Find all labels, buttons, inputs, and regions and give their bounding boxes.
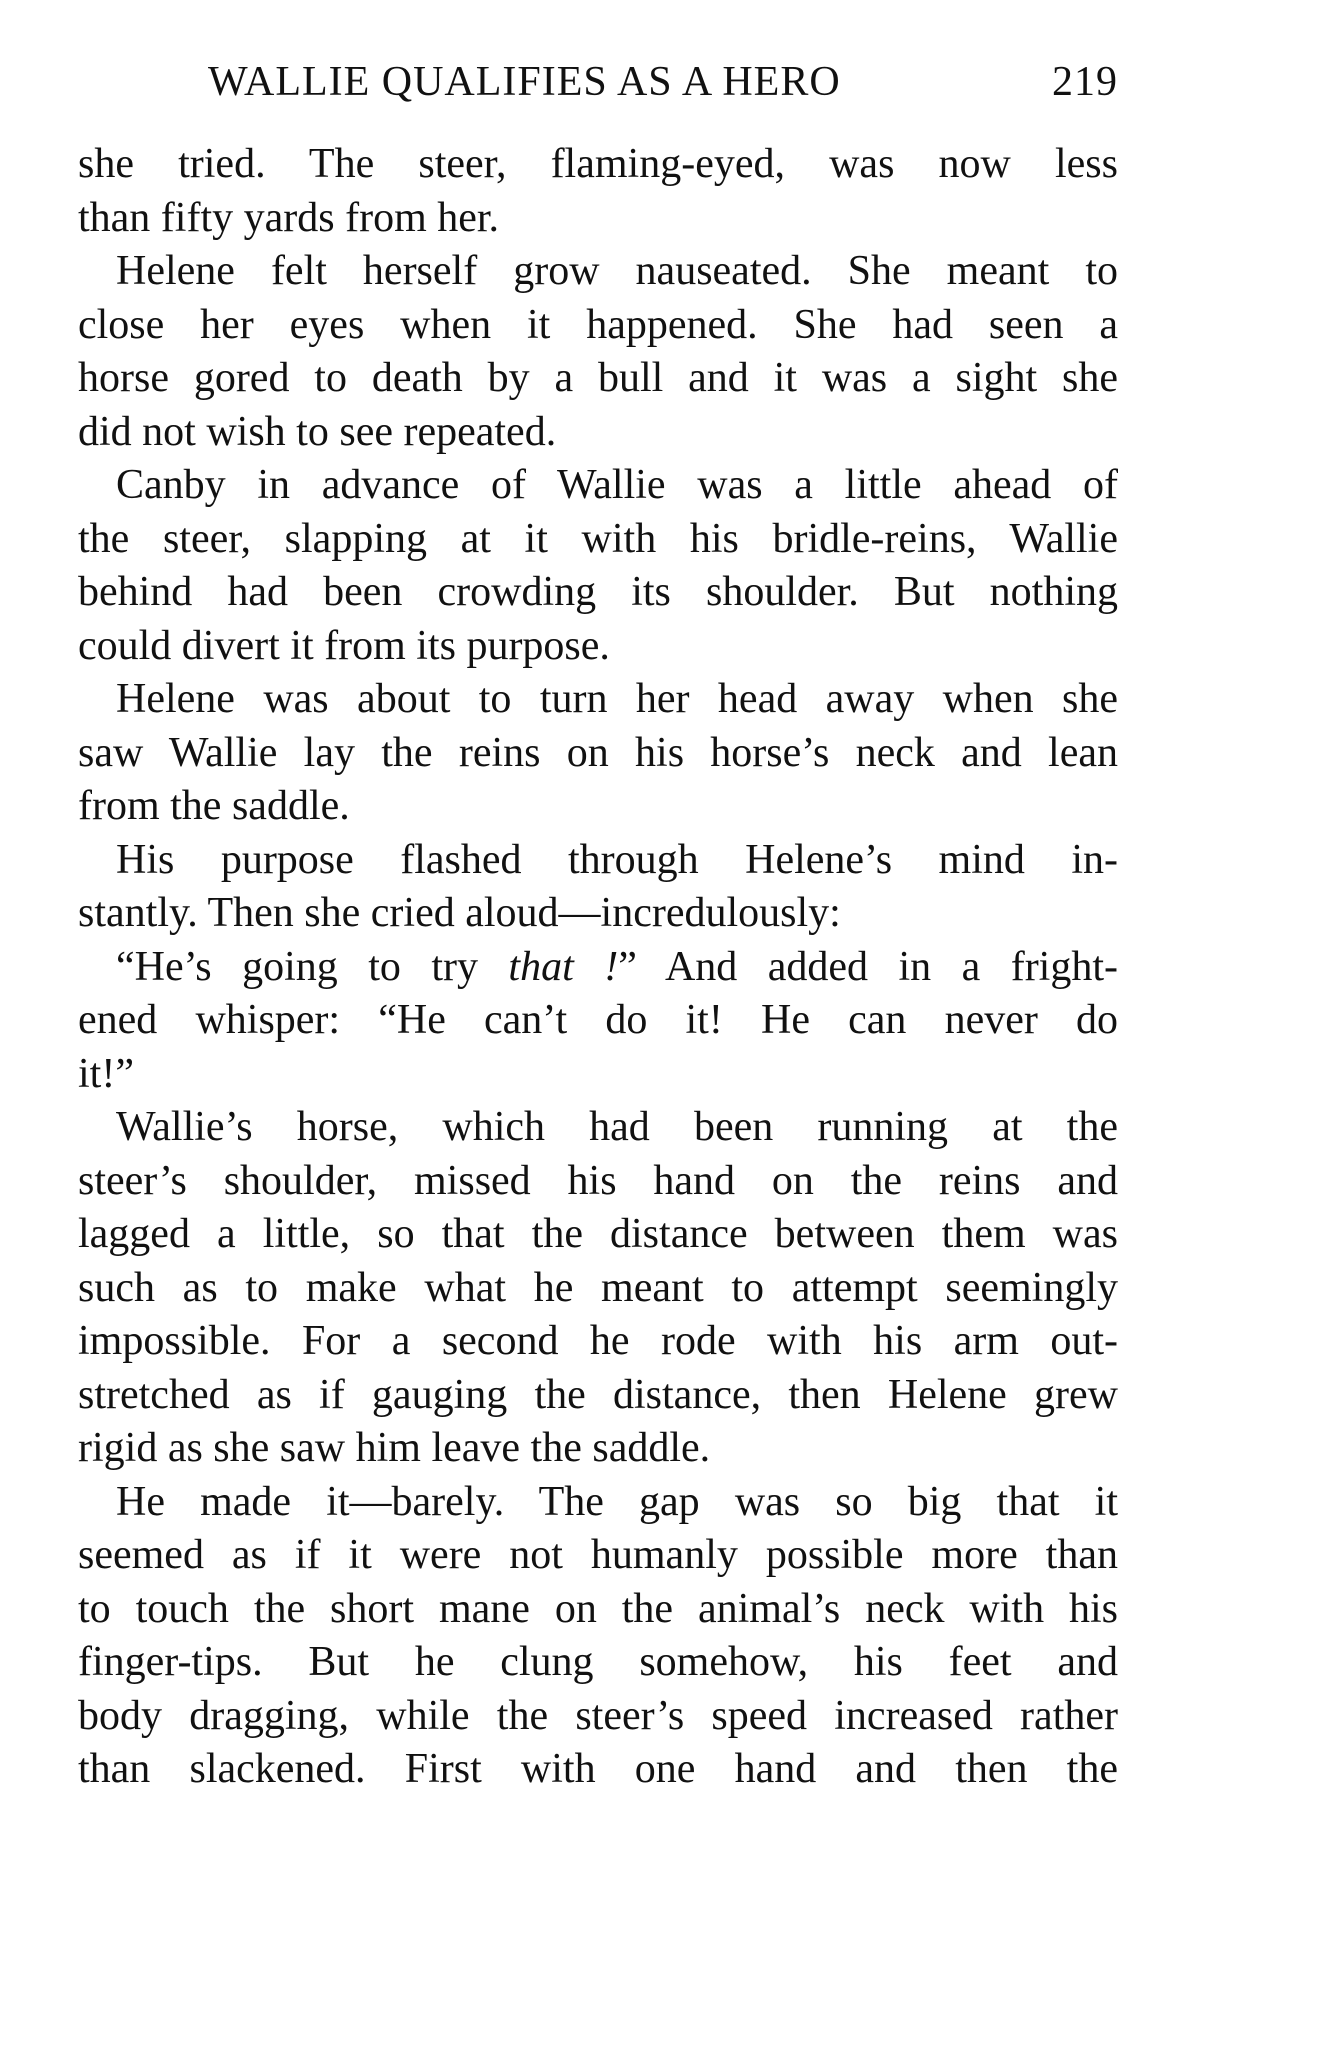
text-line: steer’s shoulder, missed his hand on the reins and <box>78 1157 1118 1204</box>
text-line: than fifty yards from her. <box>78 194 500 241</box>
text-line: saw Wallie lay the reins on his horse’s neck and lean <box>78 729 1118 776</box>
text-line: than slackened. First with one hand and then the <box>78 1746 1118 1792</box>
text-line: to touch the short mane on the animal’s neck with his <box>78 1585 1118 1632</box>
text-line: from the saddle. <box>78 783 350 829</box>
text-line: impossible. For a second he rode with his arm out- <box>78 1318 1118 1364</box>
italic-text: that ! <box>508 943 619 990</box>
body-text <box>78 138 1118 1797</box>
text-line: close her eyes when it happened. She had seen a <box>78 301 1118 348</box>
running-head <box>78 58 1118 120</box>
text-line: rigid as she saw him leave the saddle. <box>78 1425 711 1471</box>
text-line: she tried. The steer, flaming-eyed, was now less <box>78 141 1118 187</box>
text-line: lagged a little, so that the distance between them was <box>78 1211 1118 1257</box>
text-line: Canby in advance of Wallie was a little ahead of <box>116 462 1118 508</box>
page-number: 219 <box>1052 59 1118 105</box>
text-line: body dragging, while the steer’s speed increased rather <box>78 1692 1118 1739</box>
text-line: He made it—barely. The gap was so big that it <box>116 1478 1118 1525</box>
text-line: finger-tips. But he clung somehow, his feet and <box>78 1639 1118 1685</box>
text-line: the steer, slapping at it with his bridle-reins, Wallie <box>78 515 1118 562</box>
text-segment: “He’s going to try <box>116 943 509 990</box>
text-line: such as to make what he meant to attempt seemingly <box>78 1264 1118 1311</box>
text-line: it!” <box>78 1050 134 1097</box>
text-line: behind had been crowding its shoulder. But nothing <box>78 569 1118 615</box>
text-segment: ” And added in a fright- <box>618 943 1118 990</box>
text-line: Helene felt herself grow nauseated. She meant to <box>116 248 1118 294</box>
text-line: seemed as if it were not humanly possible more than <box>78 1532 1118 1578</box>
chapter-title: WALLIE QUALIFIES AS A HERO <box>208 59 841 105</box>
text-line: ened whisper: “He can’t do it! He can never do <box>78 997 1118 1043</box>
text-line <box>78 941 1118 995</box>
text-line: His purpose flashed through Helene’s mind in- <box>116 836 1118 883</box>
text-line: stretched as if gauging the distance, then Helene grew <box>78 1371 1118 1418</box>
text-line: stantly. Then she cried aloud—incredulously: <box>78 890 841 936</box>
text-line: Helene was about to turn her head away when she <box>116 676 1118 722</box>
text-line: horse gored to death by a bull and it was a sight she <box>78 355 1118 401</box>
text-line: could divert it from its purpose. <box>78 622 610 669</box>
text-line: Wallie’s horse, which had been running at the <box>116 1104 1118 1150</box>
text-line: did not wish to see repeated. <box>78 408 557 455</box>
